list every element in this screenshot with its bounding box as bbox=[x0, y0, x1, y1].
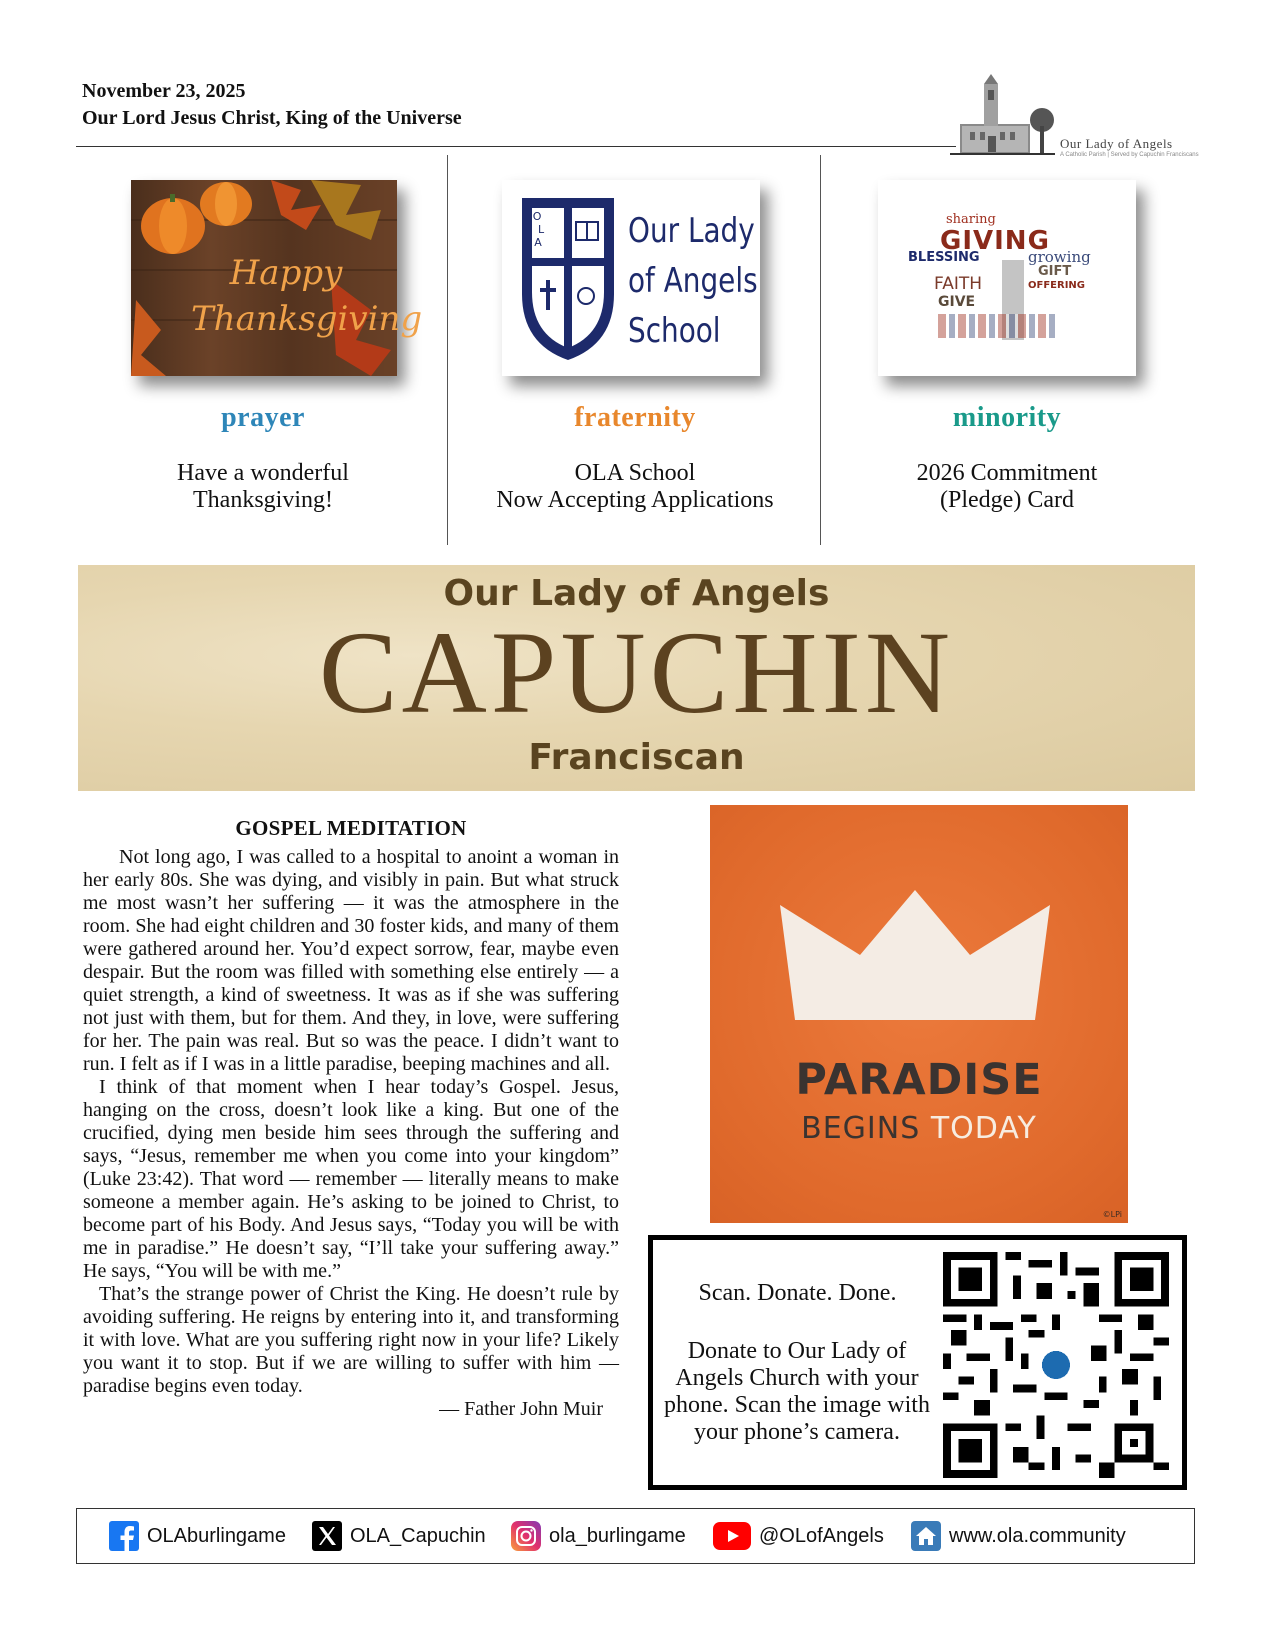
theme-minority: minority bbox=[952, 402, 1062, 433]
wordcloud-word: GIVE bbox=[938, 294, 976, 310]
prayer-text bbox=[88, 460, 438, 514]
instagram-link[interactable] bbox=[511, 1521, 686, 1551]
thanksgiving-image bbox=[131, 180, 423, 376]
wordcloud-word: growing bbox=[1028, 248, 1091, 266]
school-name-line: of Angels bbox=[628, 261, 758, 301]
banner-franciscan: Franciscan bbox=[528, 737, 745, 778]
church-icon bbox=[950, 74, 1055, 160]
logo-parish-name: Our Lady of Angels bbox=[1060, 136, 1173, 151]
header-rule bbox=[76, 146, 956, 147]
wordcloud-word: GIFT bbox=[1038, 264, 1072, 279]
gospel-meditation bbox=[83, 817, 619, 1421]
today-word: TODAY bbox=[930, 1111, 1037, 1146]
theme-prayer: prayer bbox=[221, 402, 305, 433]
gospel-paragraph: Not long ago, I was called to a hospital to anoint a woman in her early 80s. She was dying, and visibly in pain. But what struck me most wasn’t her suffering — it was the atmosphere in the room. She had eight children and 30 foster kids, and many of them were gathered around her. You’d expect sorrow, fear, maybe even despair. But the room was filled with something else entirely — a quiet strength, a kind of sweetness. It was as if she was suffering not just with them, but for them. And they, in love, were suffering for her. The pain was real. But so was the peace. I didn’t want to run. I felt as if I was in a little paradise, beeping machines and all. bbox=[83, 846, 619, 1075]
wordcloud-small-words bbox=[938, 314, 1058, 338]
capuchin-banner bbox=[78, 565, 1195, 791]
wordcloud-word: BLESSING bbox=[908, 250, 980, 265]
instagram-handle: ola_burlingame bbox=[549, 1524, 686, 1547]
gospel-paragraph: I think of that moment when I hear today’s Gospel. Jesus, hanging on the cross, doesn’t look like a king. But one of the crucified, dying men beside him sees through the suffering and says, “Jesus, remember me when you come into your kingdom” (Luke 23:42). That word — remember — literally means to make someone a member again. He’s asking to be joined to Christ, to become part of his Body. And Jesus says, “Today you will be with me in paradise.” He doesn’t say, “I’ll take your suffering away.” He says, “You will be with me.” bbox=[83, 1076, 619, 1282]
gospel-paragraph: That’s the strange power of Christ the King. He doesn’t rule by avoiding suffering. He reigns by entering into it, and transforming it with love. What are you suffering right now in your life? Likely you want it to stop. But if we are willing to suffer with him — paradise begins even today. bbox=[83, 1283, 619, 1397]
donate-headline: Scan. Donate. Done. bbox=[698, 1280, 897, 1306]
wordcloud-word: GIVING bbox=[940, 226, 1050, 256]
instagram-icon bbox=[511, 1521, 541, 1551]
parish-logo bbox=[950, 74, 1200, 160]
facebook-icon bbox=[109, 1521, 139, 1551]
website-url: www.ola.community bbox=[949, 1524, 1126, 1547]
x-icon bbox=[312, 1521, 342, 1551]
begins-today bbox=[710, 1111, 1128, 1146]
giving-wordcloud-image bbox=[878, 180, 1136, 376]
crown-icon bbox=[710, 805, 1128, 1223]
youtube-icon bbox=[713, 1522, 751, 1550]
paradise-word: PARADISE bbox=[795, 1055, 1043, 1105]
home-icon bbox=[911, 1521, 941, 1551]
crest-letter: A bbox=[534, 236, 542, 249]
paradise-copyright: ©LPi bbox=[1102, 1210, 1122, 1219]
column-divider bbox=[447, 155, 448, 545]
donate-box bbox=[648, 1235, 1187, 1490]
social-footer bbox=[76, 1508, 1195, 1564]
column-divider bbox=[820, 155, 821, 545]
facebook-handle: OLAburlingame bbox=[147, 1524, 286, 1547]
banner-capuchin: CAPUCHIN bbox=[318, 607, 955, 738]
crest-letter: L bbox=[538, 223, 545, 236]
paradise-image bbox=[710, 805, 1128, 1223]
x-link[interactable] bbox=[312, 1521, 486, 1551]
bulletin-date: November 23, 2025 bbox=[82, 80, 246, 102]
facebook-link[interactable] bbox=[109, 1521, 286, 1551]
wordcloud-word: FAITH bbox=[934, 274, 983, 294]
gospel-title: GOSPEL MEDITATION bbox=[235, 816, 467, 840]
prayer-text-line: Have a wonderful bbox=[177, 460, 349, 486]
fraternity-text-line: OLA School bbox=[574, 460, 696, 486]
bulletin-header bbox=[82, 78, 462, 132]
minority-text bbox=[832, 460, 1182, 514]
donation-qr-code[interactable] bbox=[943, 1252, 1169, 1478]
wordcloud-word: OFFERING bbox=[1028, 280, 1085, 291]
minority-text-line: 2026 Commitment bbox=[916, 460, 1098, 486]
donate-instructions: Donate to Our Lady of Angels Church with your phone. Scan the image with your phone’s camera. bbox=[664, 1338, 930, 1445]
wordcloud-word: sharing bbox=[946, 212, 996, 227]
fraternity-text-line: Now Accepting Applications bbox=[496, 487, 774, 513]
youtube-link[interactable] bbox=[713, 1521, 884, 1551]
school-name-line: Our Lady bbox=[628, 211, 755, 251]
logo-subtitle: A Catholic Parish | Served by Capuchin Franciscans bbox=[1060, 152, 1199, 158]
thanksgiving-happy: Happy bbox=[229, 253, 343, 293]
begins-word: BEGINS bbox=[801, 1111, 921, 1146]
ola-school-image bbox=[502, 180, 760, 376]
minority-text-line: (Pledge) Card bbox=[940, 487, 1074, 513]
crest-letter: O bbox=[532, 210, 542, 223]
school-name-line: School bbox=[628, 311, 721, 351]
gospel-signature: — Father John Muir bbox=[439, 1398, 603, 1420]
banner-parish-name: Our Lady of Angels bbox=[443, 573, 830, 614]
fraternity-text bbox=[460, 460, 810, 514]
website-link[interactable] bbox=[911, 1521, 1126, 1551]
thanksgiving-word: Thanksgiving bbox=[191, 299, 423, 339]
theme-fraternity: fraternity bbox=[574, 402, 696, 433]
x-handle: OLA_Capuchin bbox=[350, 1524, 486, 1547]
prayer-text-line: Thanksgiving! bbox=[193, 487, 333, 513]
feast-title: Our Lord Jesus Christ, King of the Universe bbox=[82, 107, 462, 129]
youtube-handle: @OLofAngels bbox=[759, 1524, 884, 1547]
